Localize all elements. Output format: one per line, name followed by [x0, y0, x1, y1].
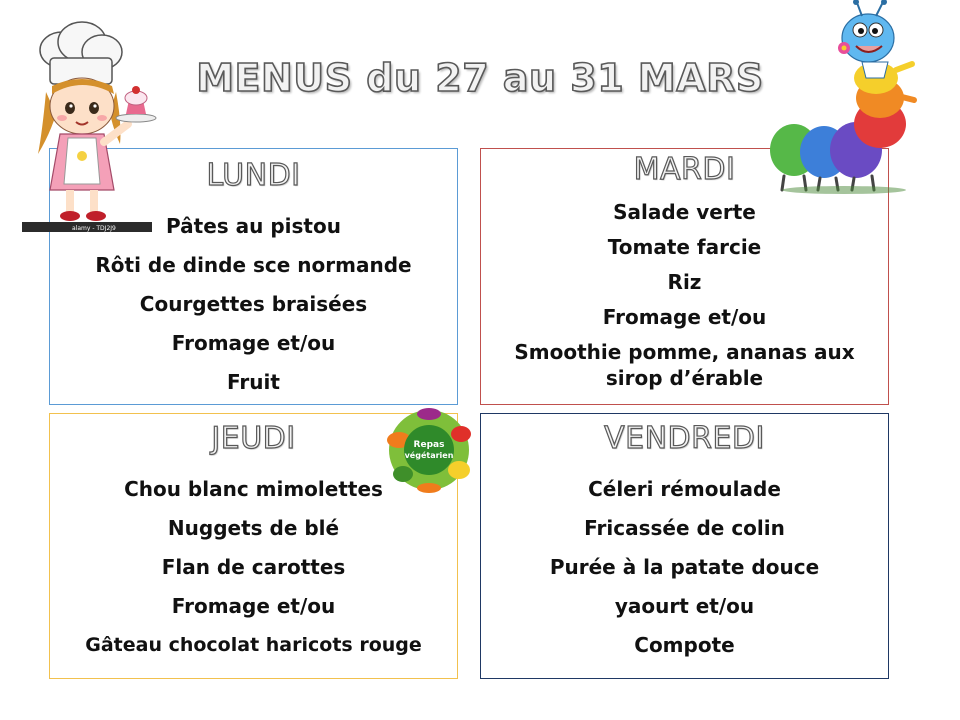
menu-item: Nuggets de blé	[167, 516, 340, 540]
menu-item: Fricassée de colin	[584, 516, 785, 540]
menu-item: Fromage et/ou	[602, 305, 767, 329]
menu-item: Rôti de dinde sce normande	[95, 253, 412, 277]
svg-text:Repas: Repas	[413, 440, 445, 450]
menu-item: yaourt et/ou	[614, 594, 755, 618]
menu-item: Pâtes au pistou	[166, 214, 341, 238]
menu-card-vendredi	[480, 413, 889, 679]
menu-item: Fromage et/ou	[171, 331, 336, 355]
menu-item: Flan de carottes	[161, 555, 346, 579]
svg-text:alamy - TDJ2J9: alamy - TDJ2J9	[72, 225, 116, 232]
menu-item: Salade verte	[613, 200, 756, 224]
menu-item: Compote	[634, 633, 735, 657]
menu-item: Chou blanc mimolettes	[124, 477, 383, 501]
chef-girl-icon	[16, 14, 158, 234]
menu-item: Smoothie pomme, ananas aux sirop d’érable	[514, 340, 855, 390]
menu-list-mardi	[481, 195, 888, 391]
page-title: MENUS du 27 au 31 MARS	[196, 56, 764, 100]
day-title-lundi: LUNDI	[206, 158, 301, 193]
caterpillar-icon	[764, 0, 924, 196]
day-title-mardi: MARDI	[633, 152, 736, 187]
menu-item: Céleri rémoulade	[588, 477, 781, 501]
menu-list-lundi	[50, 207, 457, 402]
menu-item: Fruit	[227, 370, 280, 394]
day-title-vendredi: VENDREDI	[604, 421, 765, 456]
vegetables-badge-icon	[383, 404, 475, 496]
menu-item: Courgettes braisées	[139, 292, 368, 316]
menu-item: Gâteau chocolat haricots rouge	[85, 634, 422, 656]
day-title-jeudi: JEUDI	[211, 421, 296, 456]
menu-item: Purée à la patate douce	[549, 555, 820, 579]
svg-text:végétarien: végétarien	[404, 451, 454, 460]
menu-list-jeudi	[50, 470, 457, 665]
menu-item: Riz	[667, 270, 702, 294]
menu-list-vendredi	[481, 470, 888, 665]
menu-item: Tomate farcie	[607, 235, 762, 259]
menu-item: Fromage et/ou	[171, 594, 336, 618]
